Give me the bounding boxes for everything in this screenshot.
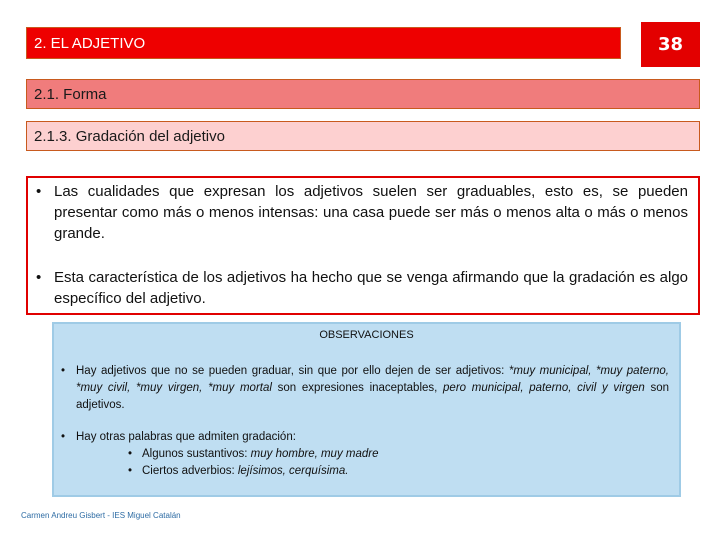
sub-1-label: Algunos sustantivos: bbox=[142, 448, 251, 460]
main-content-box bbox=[26, 176, 700, 315]
bullet-icon: • bbox=[36, 183, 42, 200]
sub-2-label: Ciertos adverbios: bbox=[142, 465, 238, 477]
main-bullet-1 bbox=[34, 181, 688, 244]
sub-2-example: lejísimos, cerquísima. bbox=[237, 465, 349, 477]
obs-example-1: *muy municipal, *muy paterno, *muy civil, *muy virgen, *muy mortal bbox=[76, 365, 669, 394]
page-number: 38 bbox=[657, 34, 684, 55]
obs-bullet-2-text: Hay otras palabras que admiten gradación: bbox=[76, 431, 296, 443]
obs-text-1: Hay adjetivos que no se pueden graduar, sin que por ello dejen de ser adjetivos: bbox=[76, 365, 509, 377]
bullet-icon: • bbox=[128, 448, 133, 460]
bullet-icon: • bbox=[61, 365, 66, 377]
subsection-title: 2.1.3. Gradación del adjetivo bbox=[34, 127, 225, 145]
obs-text-2: son expresiones inaceptables, bbox=[271, 382, 444, 394]
observation-bullet-1 bbox=[60, 363, 669, 414]
title-bar bbox=[26, 27, 621, 59]
observations-title: OBSERVACIONES bbox=[319, 329, 414, 341]
page-number-badge bbox=[641, 22, 700, 67]
main-bullet-2-text: Esta característica de los adjetivos ha hecho que se venga afirmando que la gradación es algo específico del adjetivo. bbox=[54, 269, 688, 307]
sub-bullet-2 bbox=[128, 463, 348, 480]
bullet-icon: • bbox=[128, 465, 133, 477]
observation-bullet-2 bbox=[60, 429, 669, 446]
sub-1-example: muy hombre, muy madre bbox=[250, 448, 379, 460]
obs-text-3: son adjetivos. bbox=[76, 382, 669, 411]
bullet-icon: • bbox=[61, 431, 66, 443]
bullet-icon: • bbox=[36, 269, 42, 286]
observations-box bbox=[52, 322, 681, 497]
section-bar bbox=[26, 79, 700, 109]
sub-bullet-1 bbox=[128, 446, 379, 463]
main-bullet-2 bbox=[34, 267, 688, 309]
obs-example-2: pero municipal, paterno, civil y virgen bbox=[443, 382, 645, 394]
page-title: 2. EL ADJETIVO bbox=[34, 34, 146, 52]
main-bullet-1-text: Las cualidades que expresan los adjetivos suelen ser graduables, esto es, se pueden presentar como más o menos intensas: una casa puede ser más o menos alta o más o menos grande. bbox=[54, 183, 688, 242]
footer-credit: Carmen Andreu Gisbert - IES Miguel Catalán bbox=[21, 511, 181, 520]
subsection-bar bbox=[26, 121, 700, 151]
section-title: 2.1. Forma bbox=[34, 85, 107, 103]
